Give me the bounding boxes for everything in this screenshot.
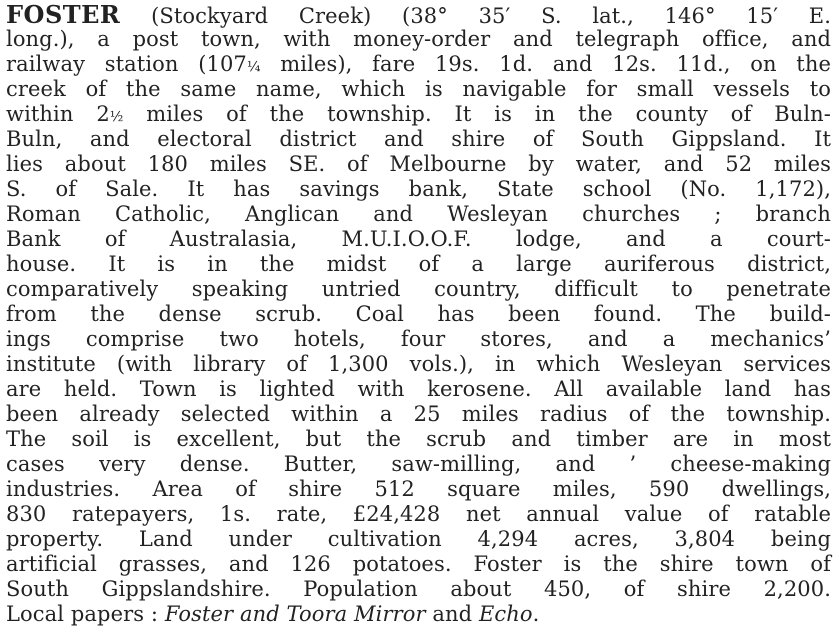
- entry-line-12: [6, 277, 831, 302]
- entry-line-21-text: 830 ratepayers, 1s. rate, £24,428 net annual value of ratable: [6, 502, 831, 526]
- entry-line-12-text: comparatively speaking untried country, difficult to penetrate: [6, 277, 831, 301]
- entry-line-7: [6, 152, 831, 177]
- entry-line-1-text: (Stockyard Creek) (38° 35′ S. lat., 146° 15′ E.: [151, 4, 831, 28]
- entry-line-11-text: house. It is in the midst of a large auriferous district,: [6, 252, 831, 276]
- entry-line-11: [6, 252, 831, 277]
- headword: FOSTER: [6, 0, 121, 29]
- entry-line-7-text: lies about 180 miles SE. of Melbourne by water, and 52 miles: [6, 152, 831, 176]
- entry-line-1: [6, 2, 831, 27]
- entry-line-3-text-a: railway station (107: [6, 52, 247, 76]
- entry-line-14: [6, 327, 831, 352]
- paper-title-echo: Echo: [478, 602, 533, 626]
- entry-line-8-text: S. of Sale. It has savings bank, State school (No. 1,172),: [6, 177, 831, 201]
- entry-line-19: [6, 452, 831, 477]
- entry-line-16: [6, 377, 831, 402]
- entry-line-20: [6, 477, 831, 502]
- entry-line-18-text: The soil is excellent, but the scrub and timber are in most: [6, 427, 831, 451]
- entry-line-4: [6, 77, 831, 102]
- entry-line-13-text: from the dense scrub. Coal has been found. The build-: [6, 302, 831, 326]
- entry-line-6-text: Buln, and electoral district and shire of South Gippsland. It: [6, 127, 831, 151]
- final-period: .: [532, 602, 540, 626]
- entry-line-18: [6, 427, 831, 452]
- conjunction-and: and: [425, 602, 479, 626]
- entry-line-9-text: Roman Catholic, Anglican and Wesleyan churches ; branch: [6, 202, 831, 226]
- entry-line-19-text: cases very dense. Butter, saw-milling, and ’ cheese-making: [6, 452, 831, 476]
- entry-line-25: [6, 602, 831, 627]
- entry-line-2-text: long.), a post town, with money-order and telegraph office, and: [6, 27, 831, 51]
- fraction-half: ½: [109, 109, 124, 125]
- entry-line-20-text: industries. Area of shire 512 square miles, 590 dwellings,: [6, 477, 831, 501]
- entry-line-22-text: property. Land under cultivation 4,294 acres, 3,804 being: [6, 527, 831, 551]
- entry-line-3-text-b: miles), fare 19s. 1d. and 12s. 11d., on the: [260, 52, 831, 76]
- entry-line-2: [6, 27, 831, 52]
- entry-line-21: [6, 502, 831, 527]
- entry-line-15: [6, 352, 831, 377]
- entry-line-3: [6, 52, 831, 77]
- local-papers-label: Local papers :: [6, 602, 165, 626]
- entry-line-15-text: institute (with library of 1,300 vols.), in which Wesleyan services: [6, 352, 831, 376]
- entry-line-16-text: are held. Town is lighted with kerosene. All available land has: [6, 377, 831, 401]
- entry-line-9: [6, 202, 831, 227]
- entry-line-23: [6, 552, 831, 577]
- entry-line-22: [6, 527, 831, 552]
- fraction-quarter: ¼: [246, 59, 261, 75]
- entry-line-6: [6, 127, 831, 152]
- entry-line-23-text: artificial grasses, and 126 potatoes. Foster is the shire town of: [6, 552, 831, 576]
- entry-line-5: [6, 102, 831, 127]
- entry-line-17-text: been already selected within a 25 miles radius of the township.: [6, 402, 831, 426]
- paper-title-foster-toora-mirror: Foster and Toora Mirror: [164, 602, 426, 626]
- entry-line-24-text: South Gippslandshire. Population about 450, of shire 2,200.: [6, 577, 831, 601]
- entry-line-4-text: creek of the same name, which is navigable for small vessels to: [6, 77, 831, 101]
- entry-line-10-text: Bank of Australasia, M.U.I.O.O.F. lodge, and a court-: [6, 227, 831, 251]
- entry-line-13: [6, 302, 831, 327]
- entry-line-10: [6, 227, 831, 252]
- entry-line-14-text: ings comprise two hotels, four stores, and a mechanics’: [6, 327, 831, 351]
- entry-line-5-text-a: within 2: [6, 102, 110, 126]
- entry-line-24: [6, 577, 831, 602]
- entry-line-8: [6, 177, 831, 202]
- entry-line-17: [6, 402, 831, 427]
- entry-line-5-text-b: miles of the township. It is in the county of Buln-: [123, 102, 831, 126]
